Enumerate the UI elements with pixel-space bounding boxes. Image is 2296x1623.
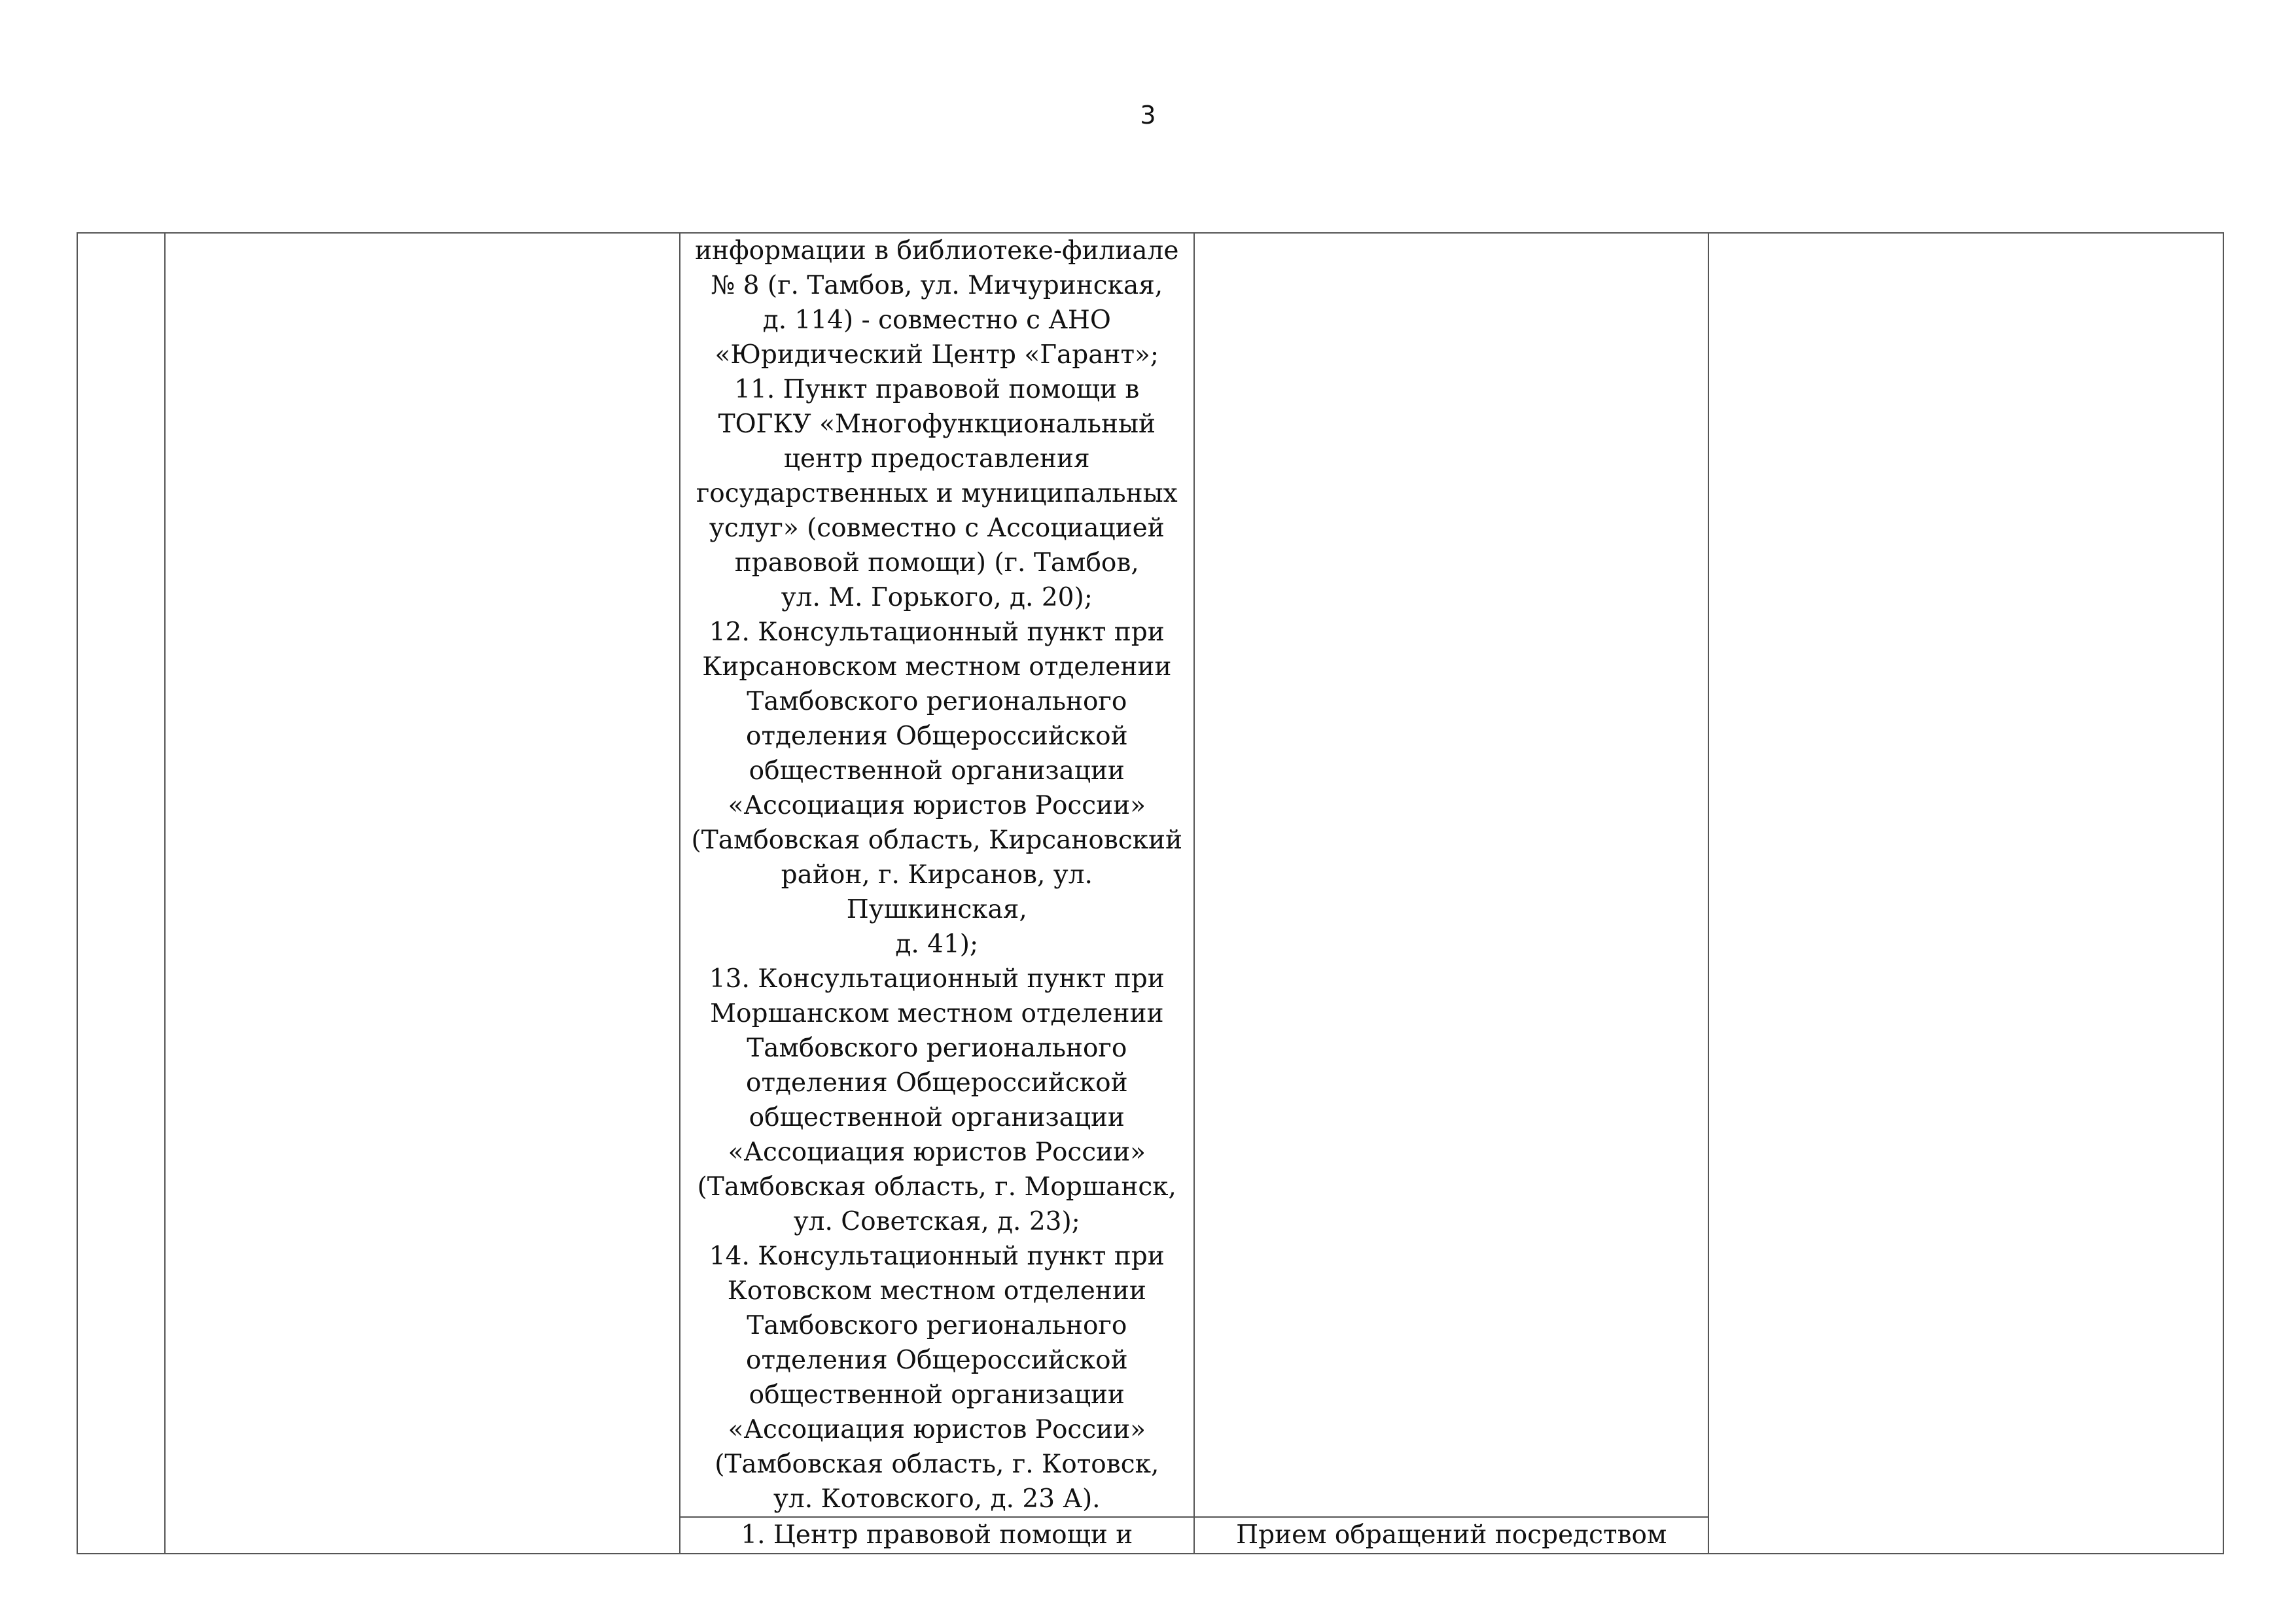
table-cell-number [77, 233, 165, 1554]
next-form-text: Прием обращений посредством [1236, 1520, 1667, 1550]
document-table [77, 232, 2224, 1554]
table-cell-locations-next [680, 1517, 1194, 1554]
table-row [77, 233, 2223, 1517]
table-cell-activity [165, 233, 679, 1554]
next-locations-text: 1. Центр правовой помощи и [741, 1520, 1133, 1550]
table-cell-notes [1708, 233, 2223, 1554]
locations-text: информации в библиотеке-филиале № 8 (г. Тамбов, ул. Мичуринская, д. 114) - совместно с АНО «Юридический Центр «Гарант»; 11. Пункт правовой помощи в ТОГКУ «Многофункциональный центр предоставления государственных и муниципальных услуг» (совместно с Ассоциацией правовой помощи) (г. Тамбов, ул. М. Горького, д. 20); 12. Консультационный пункт при Кирсановском местном отделении Тамбовского регионального отделения Общероссийской общественной организации «Ассоциация юристов России» (Тамбовская область, Кирсановский район, г. Кирсанов, ул. Пушкинская, д. 41); 13. Консультационный пункт при Моршанском местном отделении Тамбовского регионального отделения Общероссийской общественной организации «Ассоциация юристов России» (Тамбовская область, г. Моршанск, ул. Советская, д. 23); 14. Консультационный пункт при Котовском местном отделении Тамбовского регионального отделения Общероссийской общественной организации «Ассоциация юристов России» (Тамбовская область, г. Котовск, ул. Котовского, д. 23 А). [691, 236, 1183, 1514]
table-cell-form [1194, 233, 1708, 1517]
table-cell-locations [680, 233, 1194, 1517]
page-number: 3 [1140, 101, 1156, 130]
table-cell-form-next [1194, 1517, 1708, 1554]
